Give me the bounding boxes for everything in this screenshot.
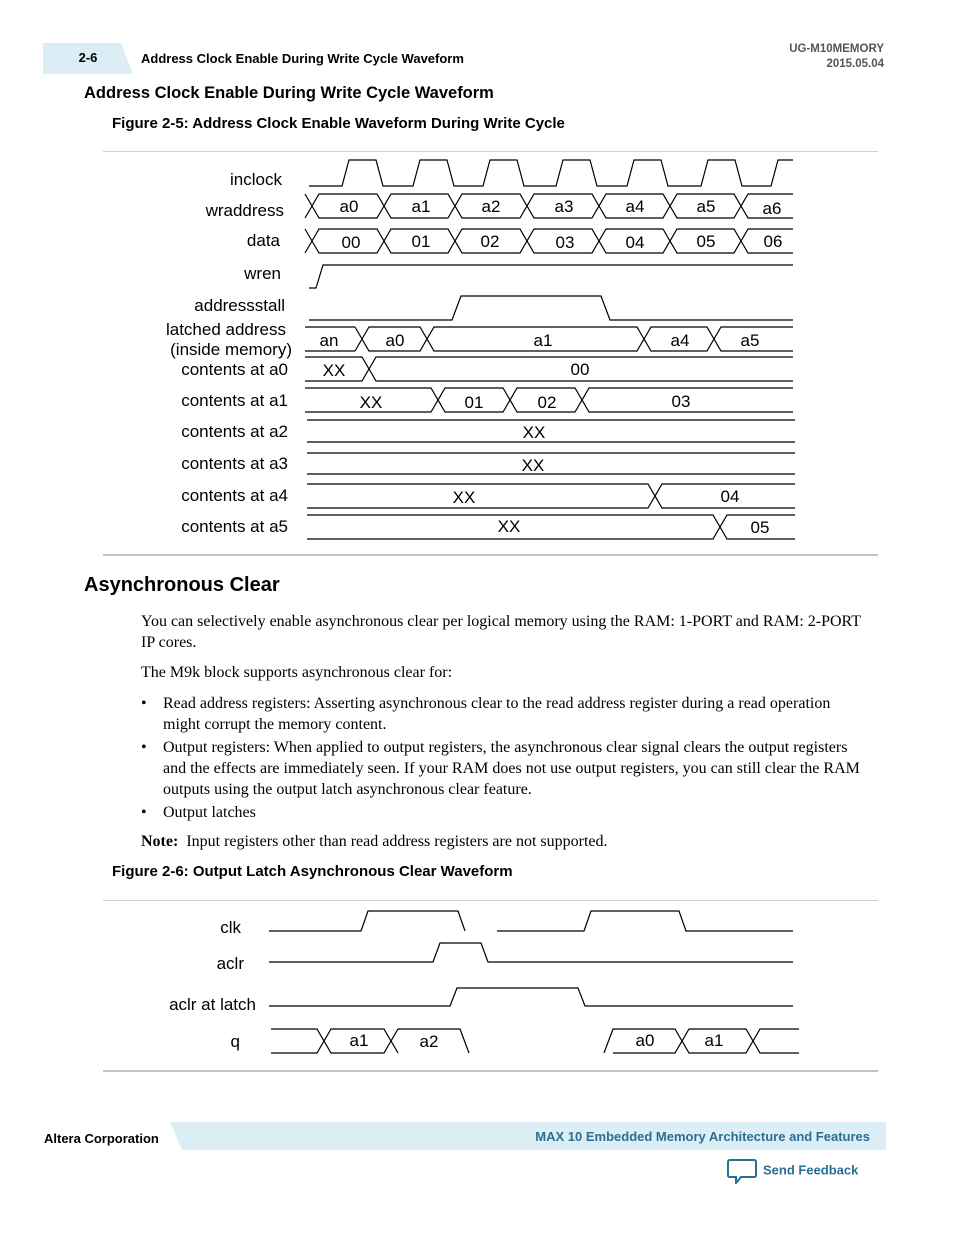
- document-date: 2015.05.04: [826, 58, 884, 70]
- q-value: a1: [704, 1031, 724, 1050]
- wraddress-value: a6: [762, 199, 782, 218]
- send-feedback-link[interactable]: [727, 1158, 858, 1184]
- signal-label: wren: [244, 264, 281, 283]
- signal-label: q: [230, 1032, 240, 1051]
- clk-waveform: [269, 911, 793, 931]
- inclock-waveform: [309, 160, 793, 186]
- contents-a2-bus: [307, 420, 795, 442]
- data-value: 02: [480, 232, 500, 251]
- data-value: 00: [341, 233, 361, 252]
- contents-a3-bus: [307, 453, 795, 474]
- list-item: • Output registers: When applied to output registers, the asynchronous clear signal clears the output registers and the effects are immediately seen. If your RAM does not use output registers, you can still clear the RAM outputs using the output latch asynchronous clear feature.: [141, 737, 871, 800]
- figure-bottom-rule: [103, 554, 878, 556]
- signal-label: addressstall: [194, 296, 285, 315]
- signal-label: aclr at latch: [169, 995, 256, 1014]
- page-number: 2-6: [78, 50, 98, 65]
- contents-a5-bus: [307, 515, 795, 539]
- note: [141, 831, 871, 852]
- signal-label: latched address: [165, 320, 286, 339]
- contents-a4-value: XX: [452, 488, 476, 507]
- bullet-list: [141, 693, 871, 825]
- signal-label: contents at a1: [181, 391, 288, 410]
- company-name: Altera Corporation: [44, 1131, 159, 1146]
- wraddress-value: a1: [411, 197, 431, 216]
- wraddress-value: a3: [554, 197, 574, 216]
- feedback-bubble-icon: [727, 1158, 757, 1184]
- q-value: a0: [635, 1031, 655, 1050]
- data-value: 06: [763, 232, 783, 251]
- signal-label: clk: [220, 918, 241, 937]
- contents-a5-value: 05: [750, 518, 770, 537]
- contents-a0-bus: [305, 357, 793, 381]
- wraddress-value: a2: [481, 197, 501, 216]
- wraddress-value: a5: [696, 197, 716, 216]
- async-clear-waveform: [0, 900, 954, 1072]
- contents-a1-value: 01: [464, 393, 484, 412]
- signal-label: data: [246, 231, 280, 250]
- section-heading: Address Clock Enable During Write Cycle Waveform: [84, 84, 494, 102]
- q-value: a1: [349, 1031, 369, 1050]
- signal-label: wraddress: [205, 201, 284, 220]
- signal-label: contents at a5: [181, 517, 288, 536]
- wraddress-bus: [305, 194, 793, 218]
- latched-address-value: a1: [533, 331, 553, 350]
- section-heading: Asynchronous Clear: [84, 574, 280, 596]
- signal-label: (inside memory): [170, 340, 292, 359]
- aclr-waveform: [269, 943, 793, 962]
- write-cycle-waveform: [0, 150, 954, 555]
- figure-caption: Figure 2-6: Output Latch Asynchronous Clear Waveform: [112, 863, 513, 880]
- contents-a2-value: XX: [522, 423, 546, 442]
- contents-a1-value: 02: [537, 393, 557, 412]
- document-id: [789, 42, 884, 72]
- wraddress-value: a4: [625, 197, 645, 216]
- signal-label: inclock: [230, 170, 282, 189]
- paragraph: You can selectively enable asynchronous clear per logical memory using the RAM: 1-PORT and RAM: 2-PORT IP cores.: [141, 613, 861, 651]
- data-value: 04: [625, 233, 645, 252]
- signal-label: contents at a4: [181, 486, 288, 505]
- wren-waveform: [309, 265, 793, 288]
- aclr-at-latch-waveform: [269, 988, 793, 1006]
- figure-caption: Figure 2-5: Address Clock Enable Waveform During Write Cycle: [112, 115, 565, 132]
- list-item: • Read address registers: Asserting asynchronous clear to the read address register during a read operation might corrupt the memory content.: [141, 693, 871, 735]
- figure-bottom-rule: [103, 1070, 878, 1072]
- data-bus: [305, 229, 793, 253]
- footer-doc-title[interactable]: MAX 10 Embedded Memory Architecture and Features: [535, 1129, 870, 1144]
- paragraph: The M9k block supports asynchronous clear for:: [141, 664, 453, 681]
- contents-a0-value: XX: [322, 361, 346, 380]
- note-text: Input registers other than read address registers are not supported.: [186, 833, 608, 850]
- contents-a1-value: 03: [671, 392, 691, 411]
- latched-address-value: a0: [385, 331, 405, 350]
- q-value: a2: [419, 1032, 439, 1051]
- list-item: • Output latches: [141, 802, 871, 823]
- latched-address-value: an: [319, 331, 339, 350]
- contents-a3-value: XX: [521, 456, 545, 475]
- addressstall-waveform: [309, 296, 793, 320]
- note-label: Note:: [141, 833, 179, 850]
- signal-label: contents at a2: [181, 422, 288, 441]
- running-header-title: Address Clock Enable During Write Cycle Waveform: [141, 51, 464, 66]
- document-code: UG-M10MEMORY: [789, 43, 884, 55]
- signal-label: contents at a3: [181, 454, 288, 473]
- wraddress-value: a0: [339, 197, 359, 216]
- signal-label: contents at a0: [181, 360, 288, 379]
- data-value: 01: [411, 232, 431, 251]
- data-value: 05: [696, 232, 716, 251]
- signal-label: aclr: [216, 954, 244, 973]
- contents-a5-value: XX: [497, 517, 521, 536]
- send-feedback-label: Send Feedback: [763, 1162, 859, 1178]
- contents-a0-value: 00: [570, 360, 590, 379]
- data-value: 03: [555, 233, 575, 252]
- latched-address-value: a5: [740, 331, 760, 350]
- contents-a1-value: XX: [359, 393, 383, 412]
- contents-a4-value: 04: [720, 487, 740, 506]
- latched-address-value: a4: [670, 331, 690, 350]
